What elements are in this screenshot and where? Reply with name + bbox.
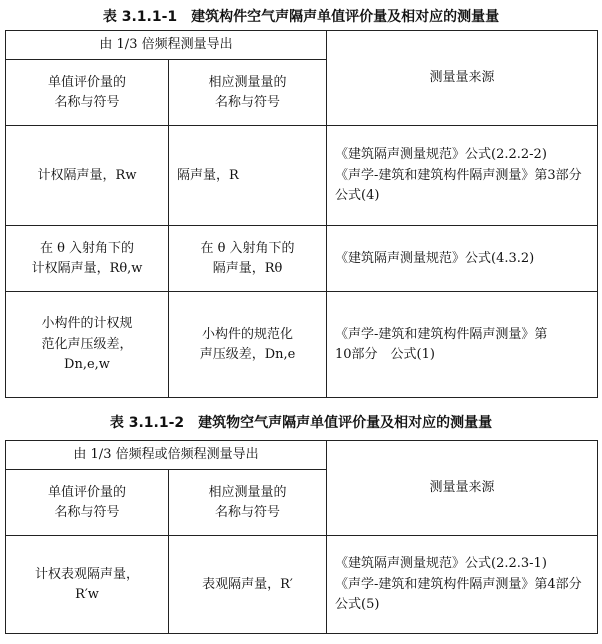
table1-title: 表 3.1.1-1 建筑构件空气声隔声单值评价量及相对应的测量量 [102,9,500,25]
table1-header-single-value: 单值评价量的 名称与符号 [6,60,169,126]
table1-row1-col3: 《建筑隔声测量规范》公式(2.2.2-2) 《声学-建筑和建筑构件隔声测量》第3部分 公式(4) [327,126,598,226]
table1-row2-col2: 在 θ 入射角下的 隔声量，Rθ [169,226,327,292]
table2-header-single-value: 单值评价量的 名称与符号 [6,470,169,536]
table2-group-header: 由 1/3 倍频程或倍频程测量导出 [6,441,327,470]
table1-row3-col3: 《声学-建筑和建筑构件隔声测量》第 10部分 公式(1) [327,292,598,398]
table1-header-measured: 相应测量量的 名称与符号 [169,60,327,126]
table1-row1-col2: 隔声量，R [169,126,327,226]
table-row [6,292,598,398]
table1-group-header: 由 1/3 倍频程测量导出 [6,31,327,60]
table1-row1-col1: 计权隔声量，Rw [6,126,169,226]
table2-header-measured: 相应测量量的 名称与符号 [169,470,327,536]
table2-title: 表 3.1.1-2 建筑物空气声隔声单值评价量及相对应的测量量 [109,415,493,431]
table2-source-header: 测量量来源 [327,441,598,536]
table1-row2-col1: 在 θ 入射角下的 计权隔声量，Rθ,w [6,226,169,292]
table1-row3-col2: 小构件的规范化 声压级差，Dn,e [169,292,327,398]
table-row [6,126,598,226]
table2 [5,440,598,634]
table1-source-header: 测量量来源 [327,31,598,126]
table2-row1-col2: 表观隔声量，R′ [169,536,327,634]
table2-row1-col3: 《建筑隔声测量规范》公式(2.2.3-1) 《声学-建筑和建筑构件隔声测量》第4部分 公式(5) [327,536,598,634]
table-row [6,536,598,634]
table2-row1-col1: 计权表观隔声量， R′w [6,536,169,634]
table-row [6,226,598,292]
table1-row2-col3: 《建筑隔声测量规范》公式(4.3.2) [327,226,598,292]
table1 [5,30,598,398]
table1-row3-col1: 小构件的计权规 范化声压级差， Dn,e,w [6,292,169,398]
